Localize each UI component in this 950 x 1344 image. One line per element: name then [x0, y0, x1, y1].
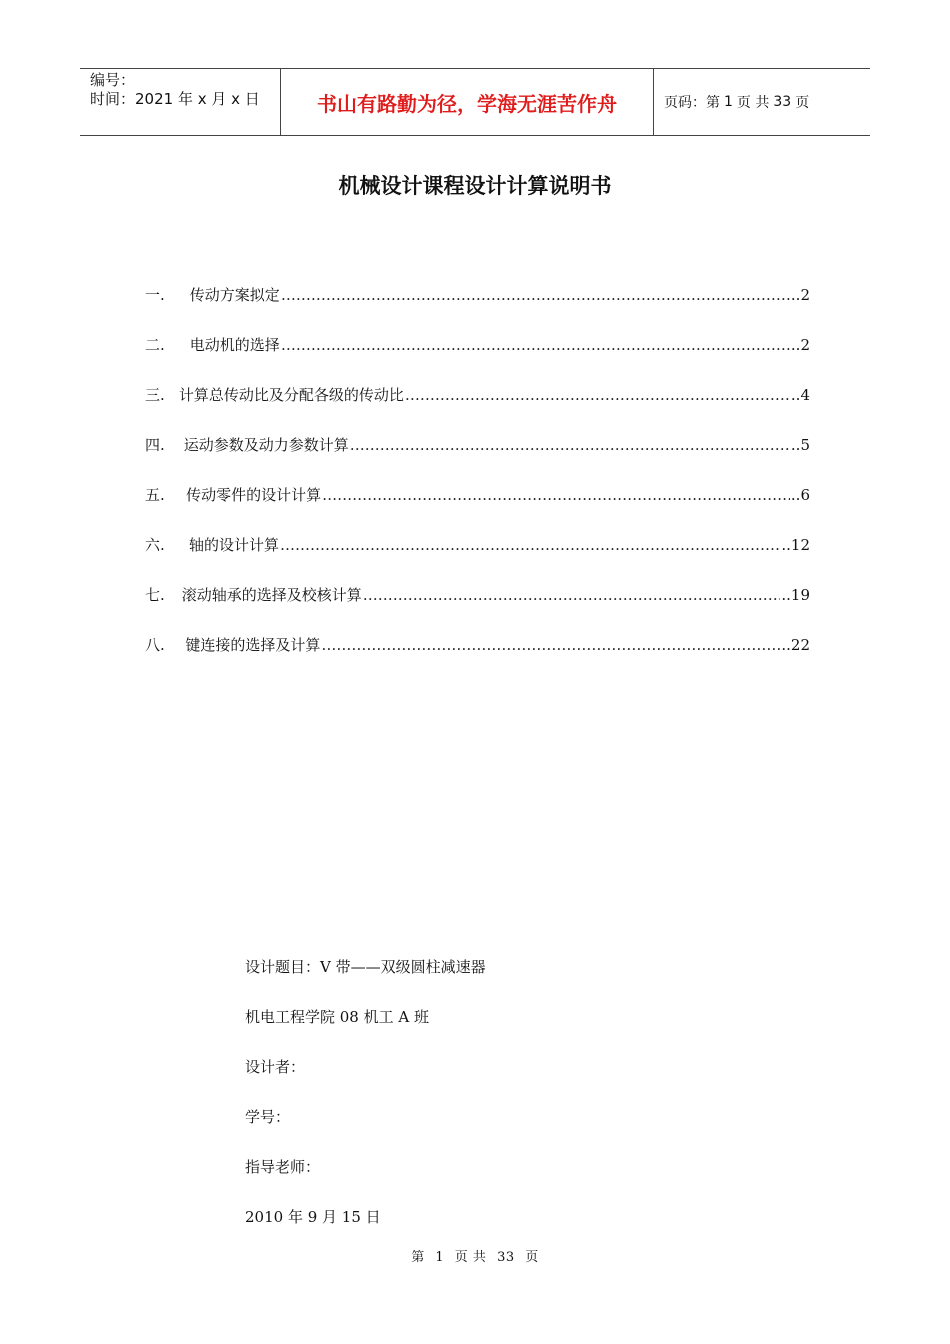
design-topic: 设计题目：V 带——双级圆柱减速器: [245, 958, 486, 976]
toc-item[interactable]: [145, 384, 810, 434]
toc-text: 滚动轴承的选择及校核计算: [181, 586, 362, 604]
toc-leader: [281, 336, 790, 354]
toc-item[interactable]: [145, 284, 810, 334]
toc-text: 轴的设计计算: [189, 536, 280, 554]
toc-leader: [281, 286, 790, 304]
page-current: 1: [724, 94, 733, 110]
page-mid: 页 共: [736, 95, 770, 111]
footer-total: 33: [497, 1250, 515, 1265]
toc-leader: [280, 536, 780, 554]
toc-number: 四.: [145, 436, 165, 454]
header-page-info: [654, 69, 870, 135]
toc-leader: [321, 636, 780, 654]
toc-page: ..12: [781, 536, 810, 554]
toc-leader: [350, 436, 790, 454]
design-info: [245, 956, 486, 1256]
page-footer: [0, 1246, 950, 1265]
toc-item[interactable]: [145, 584, 810, 634]
time-label: 时间：2021 年 x 月 x 日: [90, 90, 260, 108]
toc-text: 运动参数及动力参数计算: [183, 436, 349, 454]
toc-leader: [363, 586, 781, 604]
toc-number: 一.: [145, 286, 165, 304]
footer-mid: 页 共: [454, 1250, 487, 1265]
designer-field: 设计者：: [245, 1058, 306, 1076]
footer-current: 1: [435, 1250, 445, 1265]
toc-item[interactable]: [145, 634, 810, 684]
design-date: 2010 年 9 月 15 日: [245, 1208, 381, 1226]
toc-page: ..4: [790, 386, 810, 404]
toc-number: 三.: [145, 386, 165, 404]
student-id-field: 学号：: [245, 1108, 291, 1126]
toc-item[interactable]: [145, 434, 810, 484]
class-info: 机电工程学院 08 机工 A 班: [245, 1008, 429, 1026]
toc-page: ..6: [790, 486, 810, 504]
toc-item[interactable]: [145, 534, 810, 584]
page-suffix: 页: [795, 95, 810, 111]
toc-item[interactable]: [145, 334, 810, 384]
header-meta: [80, 69, 281, 135]
advisor-field: 指导老师：: [245, 1158, 321, 1176]
toc-page: ..5: [790, 436, 810, 454]
toc-text: 电动机的选择: [189, 336, 280, 354]
toc-leader: [405, 386, 790, 404]
toc-number: 二.: [145, 336, 165, 354]
toc-number: 七.: [145, 586, 165, 604]
toc-page: ..22: [781, 636, 810, 654]
footer-prefix: 第: [411, 1250, 425, 1265]
toc-number: 五.: [145, 486, 165, 504]
toc-text: 传动方案拟定: [189, 286, 280, 304]
toc-page: ..2: [790, 336, 810, 354]
page-total: 33: [773, 94, 792, 110]
toc-number: 六.: [145, 536, 165, 554]
document-title: 机械设计课程设计计算说明书: [338, 174, 612, 198]
toc-page: ..2: [790, 286, 810, 304]
toc-leader: [322, 486, 790, 504]
toc-text: 传动零件的设计计算: [186, 486, 322, 504]
table-of-contents: [145, 284, 810, 684]
page-label: 页码：第: [664, 95, 720, 111]
toc-number: 八.: [145, 636, 165, 654]
toc-text: 计算总传动比及分配各级的传动比: [178, 386, 404, 404]
number-label: 编号：: [90, 71, 136, 89]
toc-item[interactable]: [145, 484, 810, 534]
header-motto: 书山有路勤为径，学海无涯苦作舟: [281, 69, 654, 135]
footer-suffix: 页: [525, 1250, 539, 1265]
page-header: [80, 68, 870, 136]
toc-page: ..19: [781, 586, 810, 604]
toc-text: 键连接的选择及计算: [185, 636, 321, 654]
